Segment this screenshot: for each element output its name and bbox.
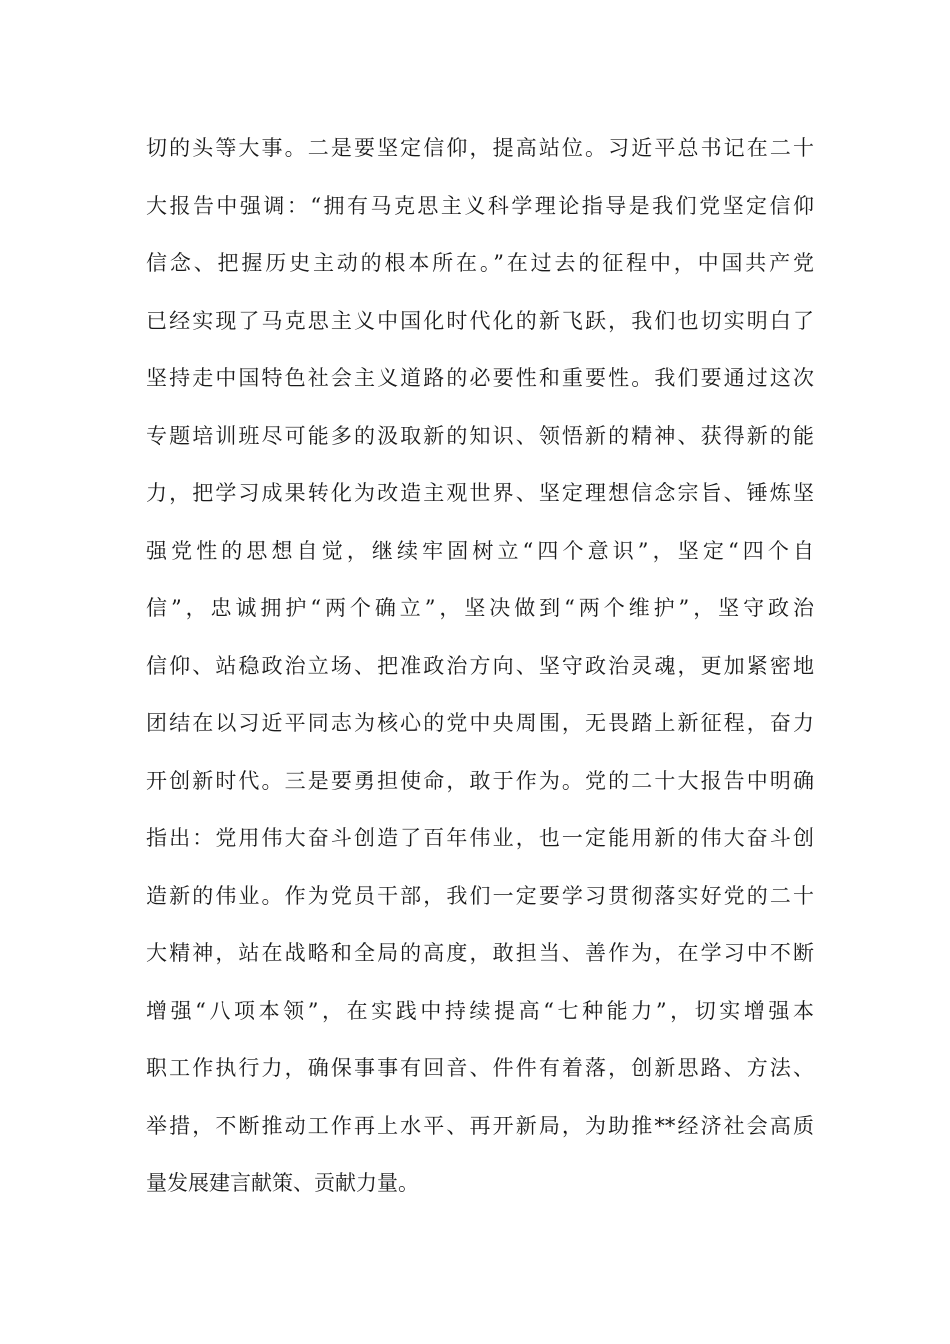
text-line-11: 团结在以习近平同志为核心的党中央周围，无畏踏上新征程，奋力 [146,711,814,735]
text-line-1: 切的头等大事。二是要坚定信仰，提高站位。习近平总书记在二十 [146,136,814,160]
text-line-10: 信仰、站稳政治立场、把准政治方向、坚守政治灵魂，更加紧密地 [146,653,814,678]
text-line-2: 大报告中强调：“拥有马克思主义科学理论指导是我们党坚定信仰 [146,193,814,218]
text-line-6: 专题培训班尽可能多的汲取新的知识、领悟新的精神、获得新的能 [146,423,814,448]
text-line-9: 信”，忠诚拥护“两个确立”，坚决做到“两个维护”，坚守政治 [146,596,814,620]
text-line-13: 指出：党用伟大奋斗创造了百年伟业，也一定能用新的伟大奋斗创 [146,826,814,850]
text-line-17: 职工作执行力，确保事事有回音、件件有着落，创新思路、方法、 [146,1056,814,1080]
text-line-19: 量发展建言献策、贡献力量。 [146,1171,419,1195]
text-line-3: 信念、把握历史主动的根本所在。”在过去的征程中，中国共产党 [146,251,814,275]
text-line-15: 大精神，站在战略和全局的高度，敢担当、善作为，在学习中不断 [146,941,814,965]
text-line-4: 已经实现了马克思主义中国化时代化的新飞跃，我们也切实明白了 [146,308,814,333]
text-line-14: 造新的伟业。作为党员干部，我们一定要学习贯彻落实好党的二十 [146,883,814,908]
text-line-16: 增强“八项本领”，在实践中持续提高“七种能力”，切实增强本 [146,998,814,1023]
text-line-12: 开创新时代。三是要勇担使命，敢于作为。党的二十大报告中明确 [146,768,814,793]
text-line-5: 坚持走中国特色社会主义道路的必要性和重要性。我们要通过这次 [146,366,814,390]
body-text [146,126,814,1219]
text-line-7: 力，把学习成果转化为改造主观世界、坚定理想信念宗旨、锤炼坚 [146,481,814,505]
text-line-8: 强党性的思想自觉，继续牢固树立“四个意识”，坚定“四个自 [146,538,814,563]
text-line-18: 举措，不断推动工作再上水平、再开新局，为助推**经济社会高质 [146,1113,814,1138]
